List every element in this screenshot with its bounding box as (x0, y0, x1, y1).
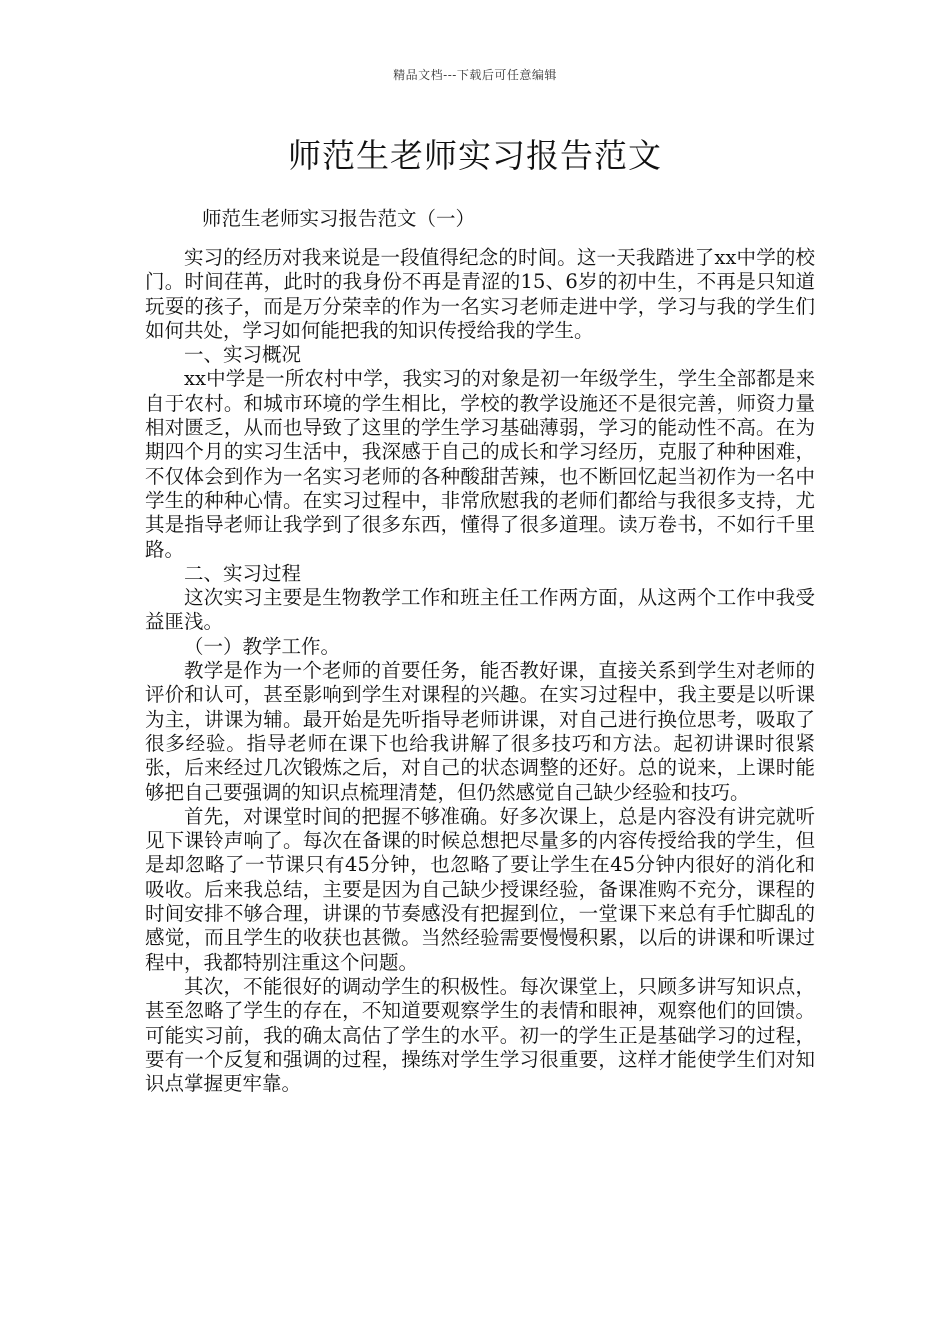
overview-paragraph: xx中学是一所农村中学，我实习的对象是初一年级学生，学生全部都是来自于农村。和城市环境的学生相比，学校的教学设施还不是很完善，师资力量相对匮乏，从而也导致了这里的学生学习基础薄弱，学习的能动性不高。在为期四个月的实习生活中，我深感于自己的成长和学习经历，克服了种种困难，不仅体会到作为一名实习老师的各种酸甜苦辣，也不断回忆起当初作为一名中学生的种种心情。在实习过程中，非常欣慰我的老师们都给与我很多支持，尤其是指导老师让我学到了很多东西，懂得了很多道理。读万卷书，不如行千里路。 (145, 367, 815, 561)
section-heading-overview: 一、实习概况 (184, 343, 302, 367)
document-body (145, 246, 815, 1096)
subsection-heading-teaching: （一）教学工作。 (184, 634, 341, 658)
section-heading-process: 二、实习过程 (184, 561, 302, 585)
header-note: 精品文档---下载后可任意编辑 (393, 68, 557, 82)
process-paragraph: 这次实习主要是生物教学工作和班主任工作两方面，从这两个工作中我受益匪浅。 (145, 586, 815, 634)
intro-paragraph: 实习的经历对我来说是一段值得纪念的时间。这一天我踏进了xx中学的校门。时间荏苒，此时的我身份不再是青涩的15、6岁的初中生，不再是只知道玩耍的孩子，而是万分荣幸的作为一名实习老师走进中学，学习与我的学生们如何共处，学习如何能把我的知识传授给我的学生。 (145, 246, 815, 342)
document-title: 师范生老师实习报告范文 (288, 136, 662, 175)
teaching-paragraph: 教学是作为一个老师的首要任务，能否教好课，直接关系到学生对老师的评价和认可，甚至影响到学生对课程的兴趣。在实习过程中，我主要是以听课为主，讲课为辅。最开始是先听指导老师讲课，对自己进行换位思考，吸取了很多经验。指导老师在课下也给我讲解了很多技巧和方法。起初讲课时很紧张，后来经过几次锻炼之后，对自己的状态调整的还好。总的说来，上课时能够把自己要强调的知识点梳理清楚，但仍然感觉自己缺少经验和技巧。 (145, 659, 815, 804)
document-subtitle: 师范生老师实习报告范文（一） (202, 207, 476, 230)
first-point-paragraph: 首先，对课堂时间的把握不够准确。好多次课上，总是内容没有讲完就听见下课铃声响了。每次在备课的时候总想把尽量多的内容传授给我的学生，但是却忽略了一节课只有45分钟，也忽略了要让学生在45分钟内很好的消化和吸收。后来我总结，主要是因为自己缺少授课经验，备课准购不充分，课程的时间安排不够合理，讲课的节奏感没有把握到位，一堂课下来总有手忙脚乱的感觉，而且学生的收获也甚微。当然经验需要慢慢积累，以后的讲课和听课过程中，我都特别注重这个问题。 (145, 804, 815, 974)
second-point-paragraph: 其次，不能很好的调动学生的积极性。每次课堂上，只顾多讲写知识点，甚至忽略了学生的存在，不知道要观察学生的表情和眼神，观察他们的回馈。可能实习前，我的确太高估了学生的水平。初一的学生正是基础学习的过程，要有一个反复和强调的过程，操练对学生学习很重要，这样才能使学生们对知识点掌握更牢靠。 (145, 974, 815, 1096)
